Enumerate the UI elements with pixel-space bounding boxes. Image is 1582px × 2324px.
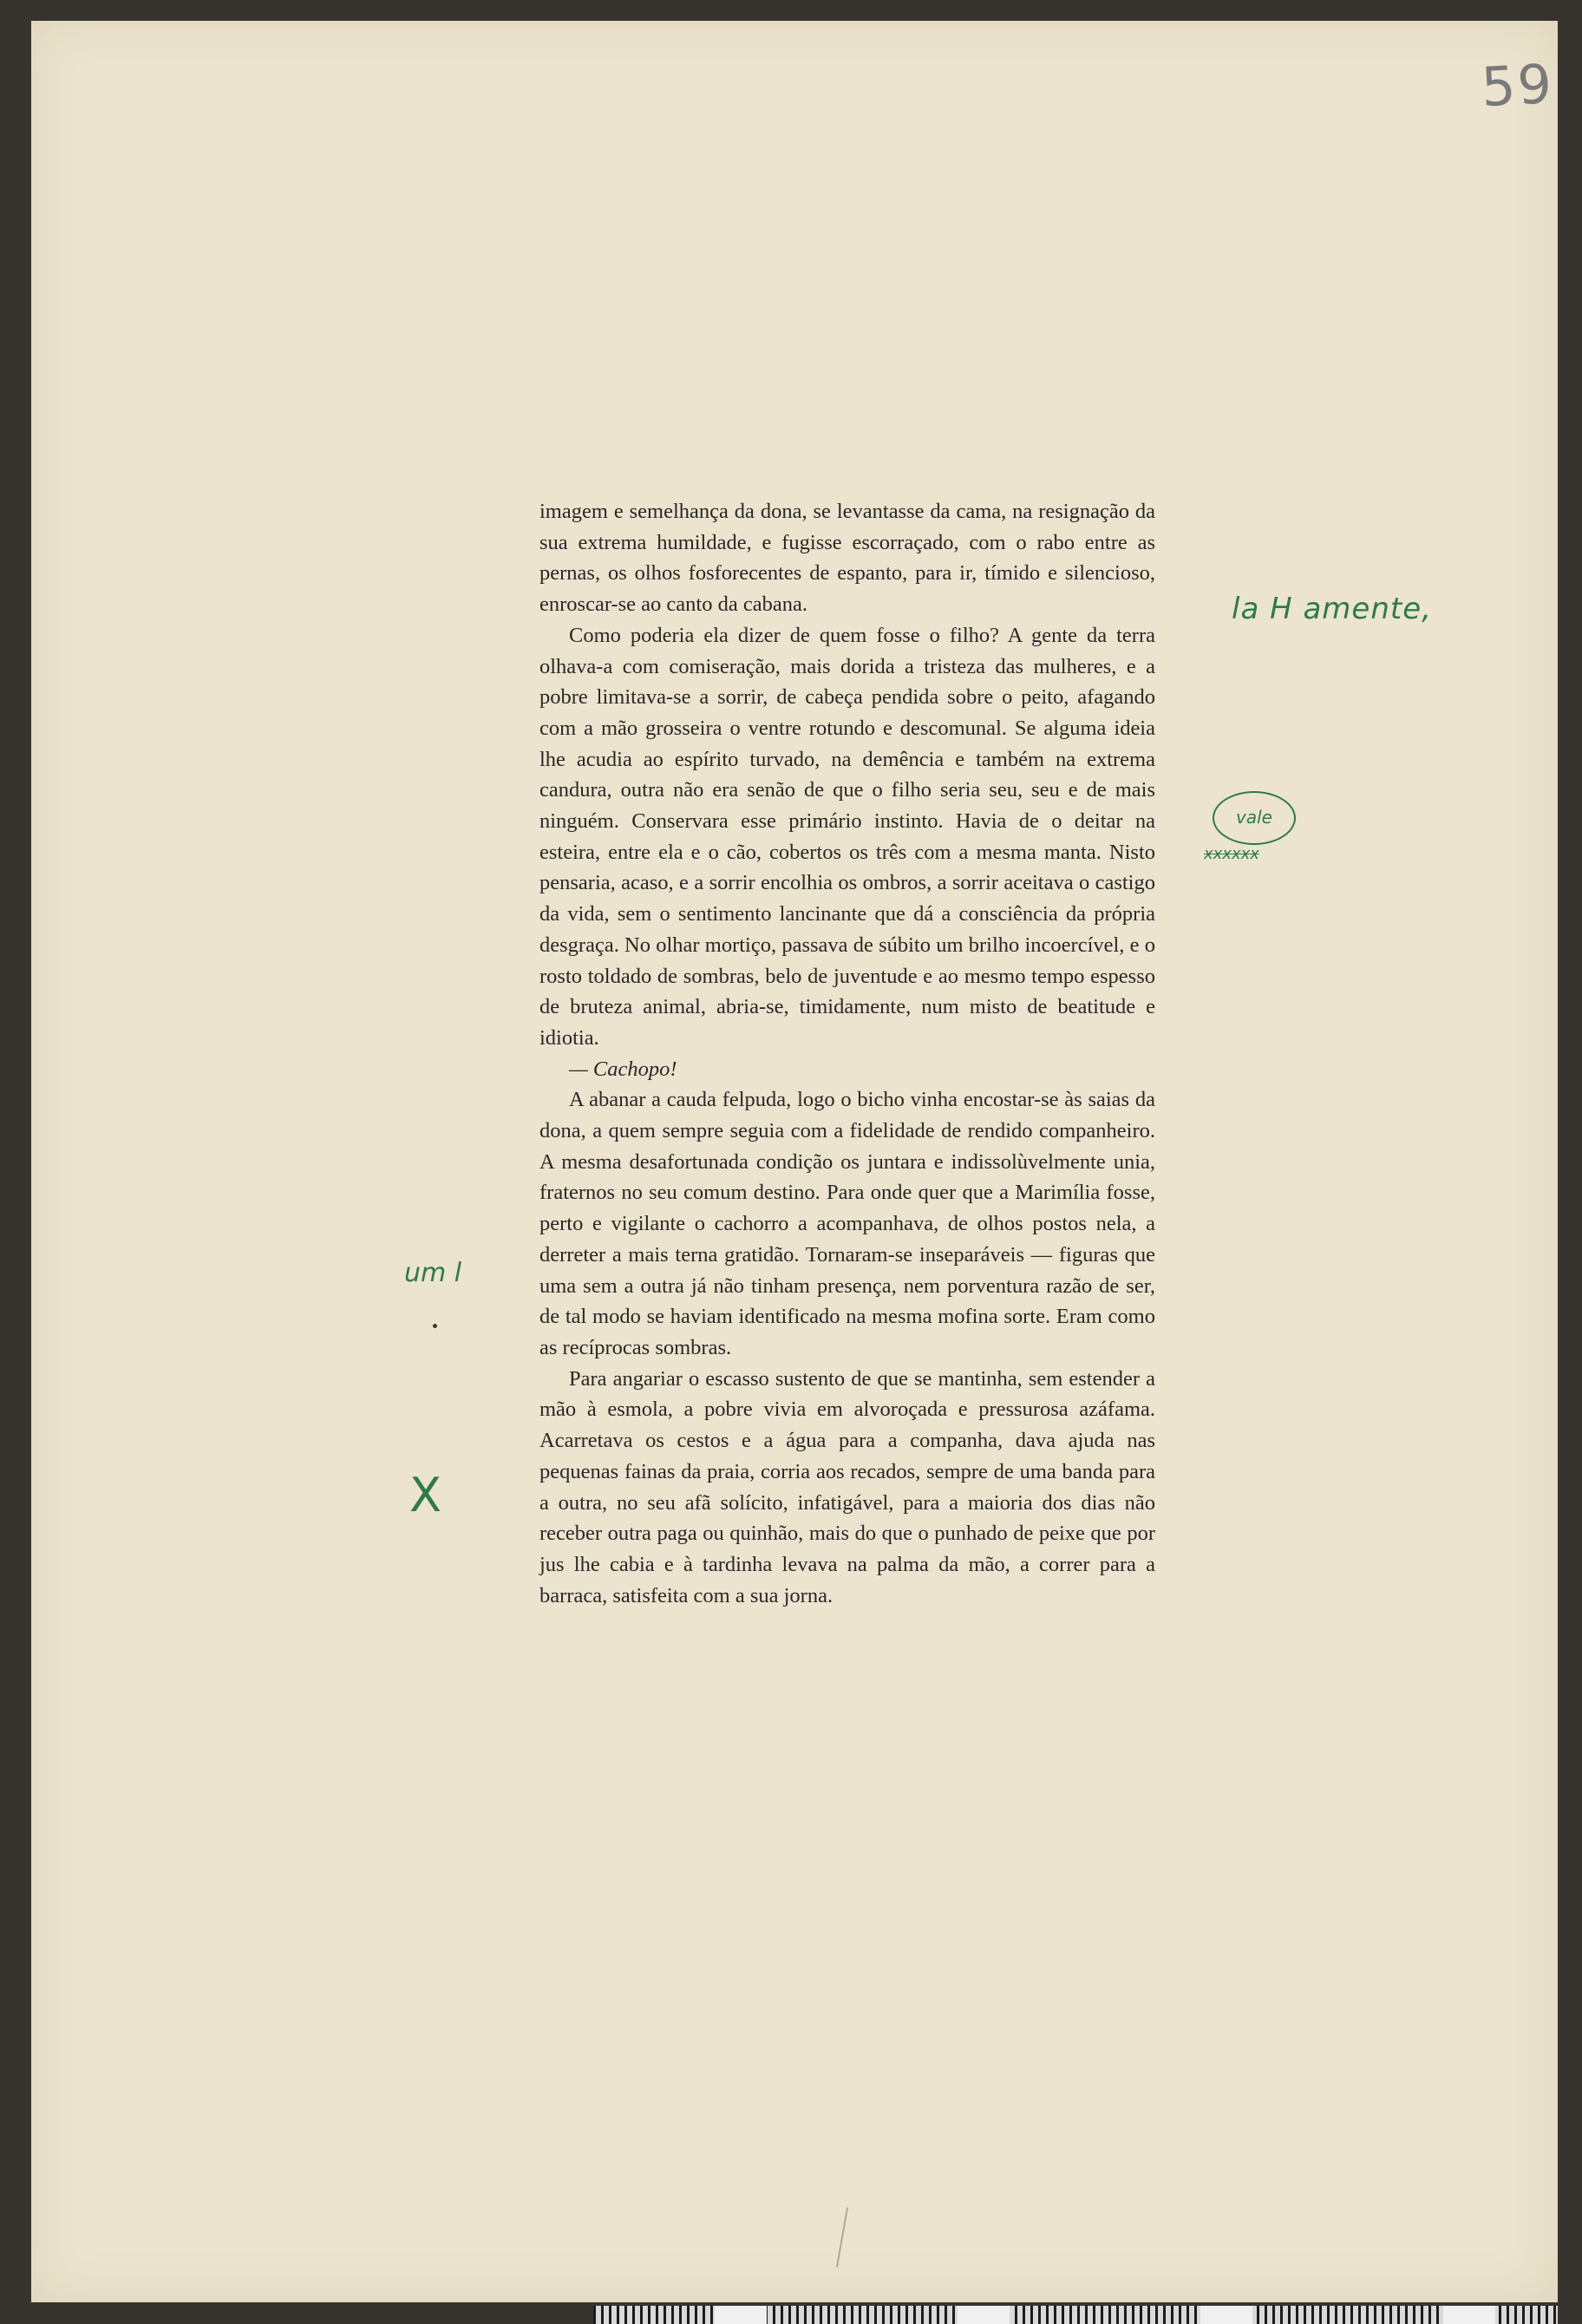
- margin-note-circled: vale: [1213, 791, 1296, 845]
- document-page: [31, 21, 1558, 2302]
- scale-ruler: [593, 2306, 1558, 2324]
- paragraph-4: Para angariar o escasso sustento de que se mantinha, sem estender a mão à esmola, a pobre vivia em alvoroçada e pressurosa azáfama. Acarretava os cestos e a água para a companha, dava ajuda nas pequenas fainas da praia, corria aos recados, sempre de uma banda para a outra, no seu afã solícito, infatigável, para a maioria dos dias não receber outra paga ou quinhão, mais do que o punhado de peixe que por jus lhe cabia e à tardinha levava na palma da mão, a correr para a barraca, satisfeita com a sua jorna.: [539, 1366, 1155, 1607]
- ruler-band: [715, 2306, 767, 2324]
- ruler-band: [958, 2306, 1010, 2324]
- body-text: [539, 496, 1155, 1611]
- dialog-line: — Cachopo!: [569, 1057, 677, 1081]
- margin-note-struck: xxxxxx: [1204, 845, 1259, 863]
- paragraph-1: imagem e semelhança da dona, se levantasse da cama, na resignação da sua extrema humildade, e fugisse escorraçado, com o rabo entre as pernas, os olhos fosforecentes de espanto, para ir, tímido e silencioso, enroscar-se ao canto da cabana.: [539, 500, 1155, 617]
- margin-note-left-correction: um l: [404, 1258, 462, 1288]
- margin-note-right-correction: la H amente,: [1232, 592, 1432, 626]
- ruler-band: [1200, 2306, 1252, 2324]
- paragraph-3: A abanar a cauda felpuda, logo o bicho vinha encostar-se às saias da dona, a quem sempre seguia com a fidelidade de rendido companheiro. A mesma desafortunada condição os juntara e indissolùvelmente unia, fraternos no seu comum destino. Para onde quer que a Marimília fosse, perto e vigilante o cachorro a acompanhava, de olhos postos nela, a derreter a mais terna gratidão. Tornaram-se inseparáveis — figuras que uma sem a outra já não tinham presença, nem porventura razão de ser, de tal modo se haviam identificado na mesma mofina sorte. Eram como as recíprocas sombras.: [539, 1088, 1155, 1359]
- ruler-band: [1443, 2306, 1495, 2324]
- page-number: 59: [1480, 51, 1555, 120]
- margin-note-x-mark: X: [409, 1468, 441, 1522]
- margin-dot: [433, 1324, 437, 1328]
- paragraph-2: Como poderia ela dizer de quem fosse o filho? A gente da terra olhava-a com comiseração, mais dorida a tristeza das mulheres, e a pobre limitava-se a sorrir, de cabeça pendida sobre o peito, afagando com a mão grosseira o ventre rotundo e descomunal. Se alguma ideia lhe acudia ao espírito turvado, na demência e também na extrema candura, outra não era senão de que o filho seria seu, seu e de mais ninguém. Conservara esse primário instinto. Havia de o deitar na esteira, entre ela e o cão, cobertos os três com a mesma manta. Nisto pensaria, acaso, e a sorrir encolhia os ombros, a sorrir aceitava o castigo da vida, sem o sentimento lancinante que dá a consciência da própria desgraça. No olhar mortiço, passava de súbito um brilho incoercível, e o rosto toldado de sombras, belo de juventude e ao mesmo tempo espesso de bruteza animal, abria-se, timidamente, num misto de beatitude e idiotia.: [539, 623, 1155, 1050]
- paper-crease: [836, 2207, 848, 2267]
